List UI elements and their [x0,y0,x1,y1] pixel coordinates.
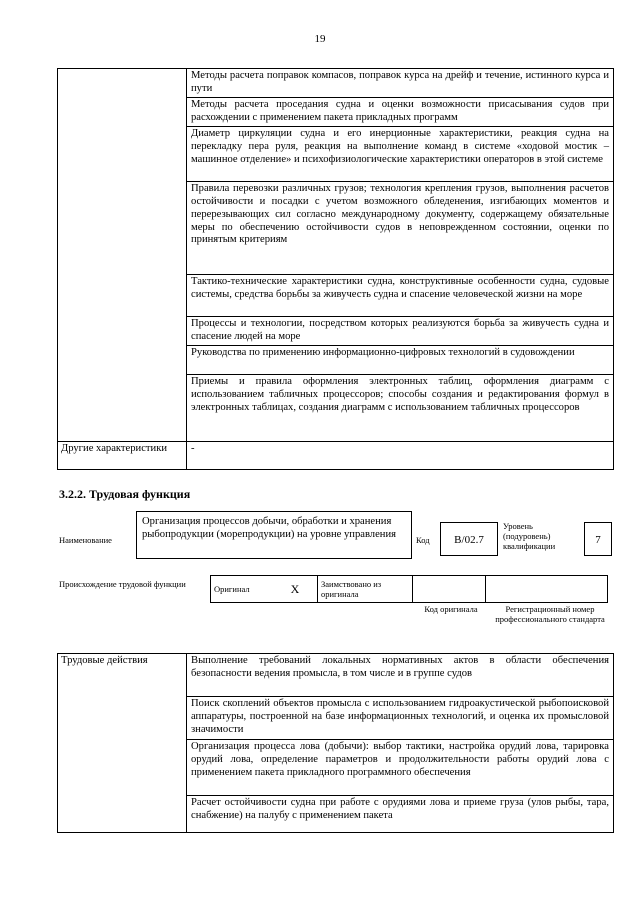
original-cell: Оригинал [211,576,274,603]
other-characteristics-value: - [187,441,614,469]
knowledge-row: Руководства по применению информационно-цифровых технологий в судовождении [187,345,614,374]
labor-action-row: Поиск скоплений объектов промысла с использованием гидроакустической рыбопоисковой аппаратуры, построенной на базе информационных технологий, и оценка их промысловой значимости [187,697,614,740]
code-label: Код [416,535,430,545]
other-characteristics-label: Другие характеристики [58,441,187,469]
labor-action-row: Организация процесса лова (добычи): выбор тактики, настройка орудий лова, тарировка орудий лова, определение параметров и продолжительности работы орудий лова с применением пакета прикладного программного обеспечения [187,740,614,796]
borrowed-cell: Заимствовано из оригинала [318,576,413,603]
reg-number-caption: Регистрационный номер профессионального стандарта [495,604,605,624]
reg-number-cell [486,576,608,603]
knowledge-row: Процессы и технологии, посредством которых реализуются борьба за живучесть судна и спасение людей на море [187,316,614,345]
knowledge-table [57,68,614,470]
level-box: 7 [584,522,612,556]
knowledge-row: Тактико-технические характеристики судна, конструктивные особенности судна, судовые системы, средства борьбы за живучесть судна и спасение человеческой жизни на море [187,274,614,316]
labor-actions-label: Трудовые действия [58,654,187,833]
knowledge-row: Методы расчета проседания судна и оценки возможности присасывания судов при расхождении с применением пакета прикладных программ [187,97,614,126]
knowledge-row: Приемы и правила оформления электронных таблиц, оформления диаграмм с использованием табличных процессоров; способы создания и редактирования формул в электронных таблицах, создания диаграмм с использованием табличных процессоров [187,374,614,441]
level-label: Уровень (подуровень) квалификации [503,521,556,551]
knowledge-row: Диаметр циркуляции судна и его инерционные характеристики, реакция судна на перекладку пера руля, реакция на выполнение команд в системе «ходовой мостик – машинное отделение» и психофизиологические характеристики операторов в этой системе [187,126,614,181]
labor-actions-table [57,653,614,833]
knowledge-row: Методы расчета поправок компасов, поправок курса на дрейф и течение, истинного курса и пути [187,69,614,98]
knowledge-row: Правила перевозки различных грузов; технология крепления грузов, выполнения расчетов остойчивости и посадки с учетом возможного обледенения, изгибающих моментов и перерезывающих сил согласно международному документу, содержащему обязательные меры по обеспечению остойчивости судов в неповрежденном состоянии, оценки по принятым критериям [187,181,614,274]
page-number: 19 [314,33,326,45]
function-name-box: Организация процессов добычи, обработки и хранения рыбопродукции (морепродукции) на уровне управления [136,511,412,559]
original-mark: X [273,576,318,603]
labor-action-row: Расчет остойчивости судна при работе с орудиями лова и приеме груза (улов рыбы, тара, снабжение) на палубу с применением пакета [187,796,614,833]
origin-label: Происхождение трудовой функции [59,579,186,589]
function-code-box: B/02.7 [440,522,498,556]
name-label: Наименование [59,535,112,545]
knowledge-section-cell [58,69,187,442]
code-original-caption: Код оригинала [424,604,478,614]
origin-table [210,575,608,603]
labor-action-row: Выполнение требований локальных нормативных актов в области обеспечения безопасности ведения промысла, в том числе и в группе судов [187,654,614,697]
section-heading: 3.2.2. Трудовая функция [59,487,191,501]
original-code-cell [413,576,486,603]
